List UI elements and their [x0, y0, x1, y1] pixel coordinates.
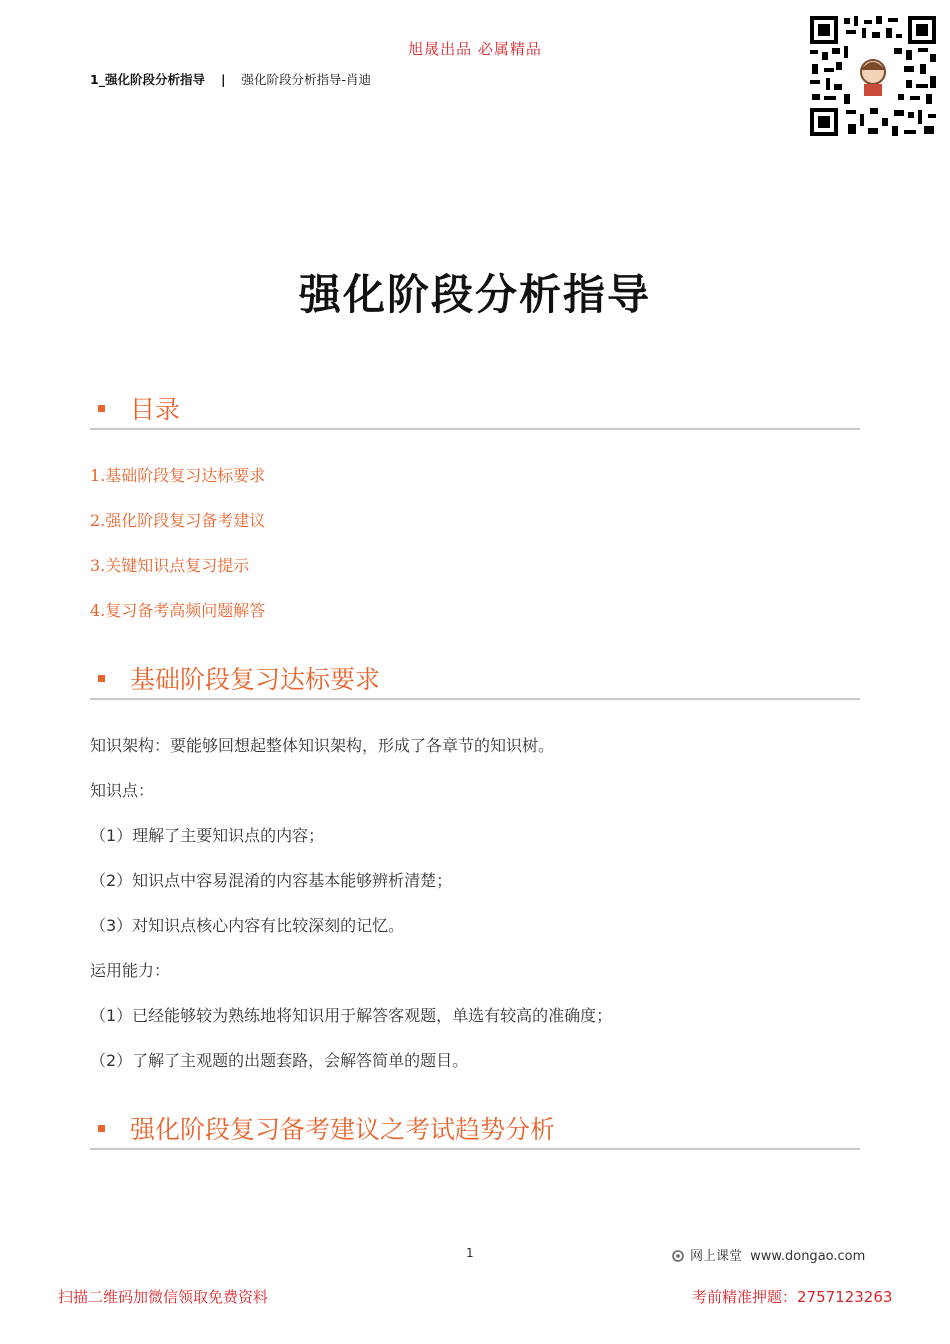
toc-item[interactable]: 2.强化阶段复习备考建议 — [90, 511, 266, 530]
toc-heading — [90, 388, 860, 430]
header-chapter: 1_强化阶段分析指导 — [90, 72, 205, 87]
running-header — [90, 70, 371, 88]
promo-right: 考前精准押题：2757123263 — [692, 1288, 893, 1306]
paragraph: 运用能力： — [90, 961, 171, 980]
site-url[interactable]: www.dongao.com — [750, 1249, 866, 1264]
bullet-icon — [98, 1125, 105, 1132]
paragraph: （1）已经能够较为熟练地将知识用于解答客观题，单选有较高的准确度； — [90, 1006, 613, 1025]
page-number: 1 — [466, 1246, 474, 1260]
header-separator: | — [220, 72, 226, 87]
section-heading-text: 基础阶段复习达标要求 — [130, 665, 381, 694]
site-footer — [672, 1245, 865, 1264]
qr-code-image — [808, 14, 938, 138]
section-heading-text: 强化阶段复习备考建议之考试趋势分析 — [130, 1115, 556, 1144]
header-subtitle: 强化阶段分析指导-肖迪 — [241, 72, 372, 87]
paragraph: 知识点： — [90, 781, 155, 800]
dongao-logo-icon — [672, 1250, 684, 1262]
bullet-icon — [98, 405, 105, 412]
toc-item[interactable]: 4.复习备考高频问题解答 — [90, 601, 266, 620]
paragraph: （2）知识点中容易混淆的内容基本能够辨析清楚； — [90, 871, 453, 890]
top-banner: 旭晟出品 必属精品 — [408, 40, 542, 58]
paragraph: （1）理解了主要知识点的内容； — [90, 826, 325, 845]
toc-item[interactable]: 1.基础阶段复习达标要求 — [90, 466, 266, 485]
paragraph: 知识架构：要能够回想起整体知识架构，形成了各章节的知识树。 — [90, 736, 555, 755]
site-name: 网上课堂 — [690, 1249, 743, 1264]
section-heading — [90, 1108, 860, 1150]
bullet-icon — [98, 675, 105, 682]
promo-left: 扫描二维码加微信领取免费资料 — [58, 1288, 269, 1306]
paragraph: （2）了解了主观题的出题套路，会解答简单的题目。 — [90, 1051, 469, 1070]
section-heading — [90, 658, 860, 700]
toc-heading-text: 目录 — [130, 395, 181, 424]
toc-item[interactable]: 3.关键知识点复习提示 — [90, 556, 250, 575]
document-title: 强化阶段分析指导 — [298, 270, 651, 319]
paragraph: （3）对知识点核心内容有比较深刻的记忆。 — [90, 916, 405, 935]
